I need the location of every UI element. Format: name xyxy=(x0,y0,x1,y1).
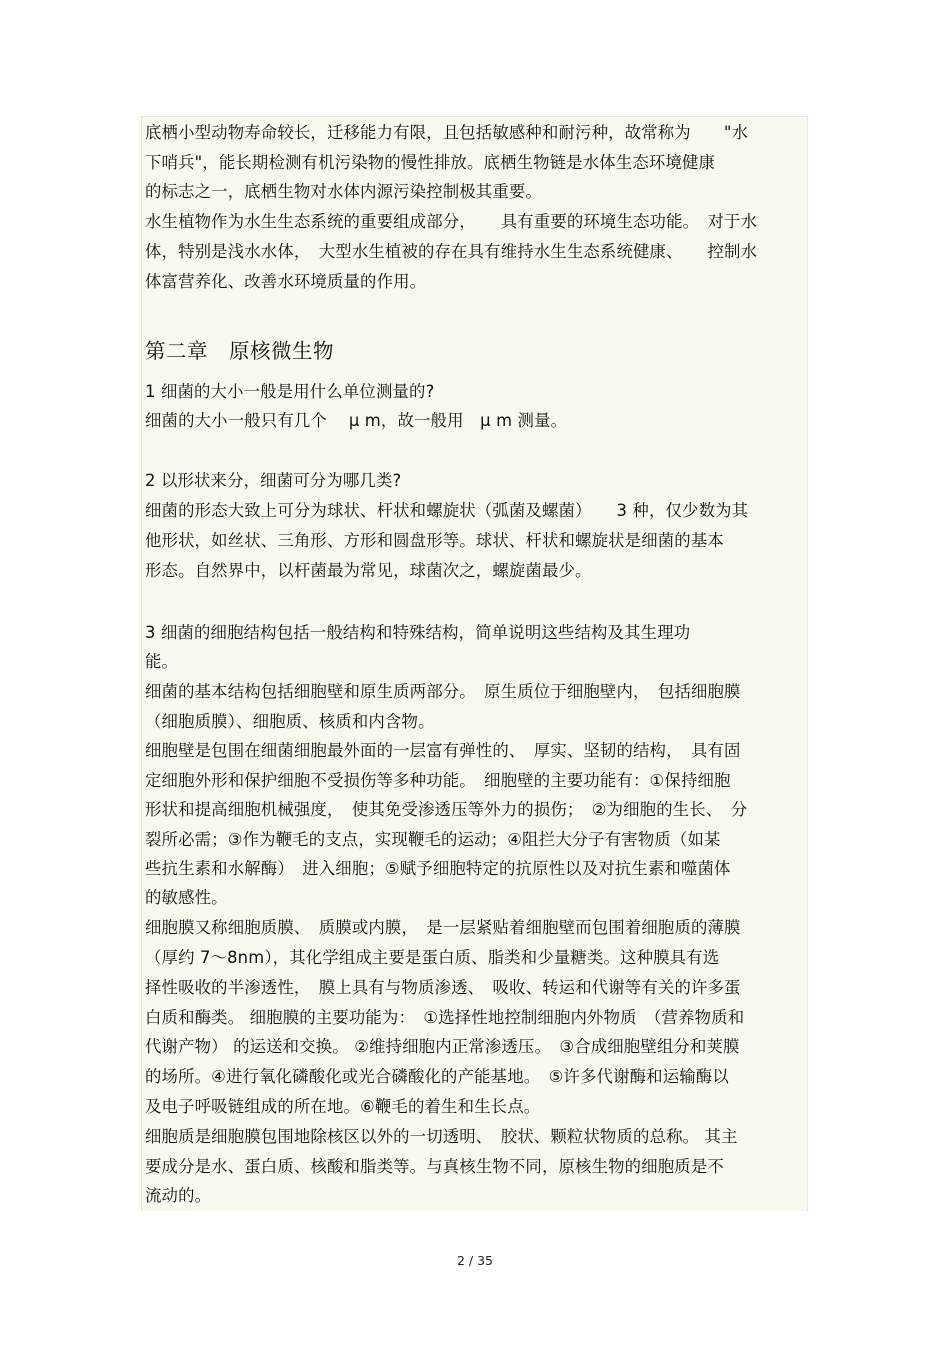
text-line: 下哨兵"，能长期检测有机污染物的慢性排放。底栖生物链是水体生态环境健康 xyxy=(145,153,716,172)
text-line: 定细胞外形和保护细胞不受损伤等多种功能。 细胞壁的主要功能有：①保持细胞 xyxy=(145,771,731,790)
text-line: 形态。自然界中，以杆菌最为常见，球菌次之，螺旋菌最少。 xyxy=(145,561,592,580)
text-line: 及电子呼吸链组成的所在地。⑥鞭毛的着生和生长点。 xyxy=(145,1097,541,1116)
text-line: 细胞膜又称细胞质膜、 质膜或内膜， 是一层紧贴着细胞壁而包围着细胞质的薄膜 xyxy=(145,918,741,937)
text-line: 细菌的形态大致上可分为球状、杆状和螺旋状（弧菌及螺菌） 3 种，仅少数为其 xyxy=(145,501,749,520)
text-line: （细胞质膜）、细胞质、核质和内含物。 xyxy=(145,712,435,731)
text-line: 流动的。 xyxy=(145,1186,212,1205)
text-line: 白质和酶类。 细胞膜的主要功能为： ①选择性地控制细胞内外物质 （营养物质和 xyxy=(145,1008,745,1027)
text-line: 的场所。④进行氧化磷酸化或光合磷酸化的产能基地。 ⑤许多代谢酶和运输酶以 xyxy=(145,1067,729,1086)
text-line: 些抗生素和水解酶） 进入细胞；⑤赋予细胞特定的抗原性以及对抗生素和噬菌体 xyxy=(145,859,731,878)
text-line: 体，特别是浅水水体， 大型水生植被的存在具有维持水生生态系统健康、 控制水 xyxy=(145,242,758,261)
text-line: 形状和提高细胞机械强度， 使其免受渗透压等外力的损伤； ②为细胞的生长、 分 xyxy=(145,800,748,819)
text-line: 底栖小型动物寿命较长，迁移能力有限，且包括敏感种和耐污种，故常称为 "水 xyxy=(145,123,749,142)
question-text: 3 细菌的细胞结构包括一般结构和特殊结构，简单说明这些结构及其生理功 xyxy=(145,623,691,642)
question-text: 2 以形状来分，细菌可分为哪几类? xyxy=(145,471,402,490)
text-line: 细菌的大小一般只有几个 μ m，故一般用 μ m 测量。 xyxy=(145,411,568,430)
text-line: 水生植物作为水生生态系统的重要组成部分， 具有重要的环境生态功能。 对于水 xyxy=(145,212,758,231)
text-line: 择性吸收的半渗透性， 膜上具有与物质渗透、 吸收、转运和代谢等有关的许多蛋 xyxy=(145,978,741,997)
page-number: 2 / 35 xyxy=(456,1253,494,1268)
text-line: 代谢产物） 的运送和交换。 ②维持细胞内正常渗透压。 ③合成细胞壁组分和荚膜 xyxy=(145,1037,740,1056)
text-line: 细胞壁是包围在细菌细胞最外面的一层富有弹性的、 厚实、坚韧的结构， 具有固 xyxy=(145,741,741,760)
question-text: 能。 xyxy=(145,652,179,671)
text-line: （厚约 7～8nm），其化学组成主要是蛋白质、脂类和少量糖类。这种膜具有选 xyxy=(145,948,720,967)
chapter-heading: 第二章 原核微生物 xyxy=(145,339,334,363)
text-line: 细胞质是细胞膜包围地除核区以外的一切透明、 胶状、颗粒状物质的总称。 其主 xyxy=(145,1127,738,1146)
text-line: 的敏感性。 xyxy=(145,888,228,907)
text-line: 体富营养化、改善水环境质量的作用。 xyxy=(145,272,427,291)
text-line: 的标志之一，底栖生物对水体内源污染控制极其重要。 xyxy=(145,182,542,201)
text-line: 要成分是水、蛋白质、核酸和脂类等。与真核生物不同，原核生物的细胞质是不 xyxy=(145,1157,724,1176)
text-line: 裂所必需；③作为鞭毛的支点，实现鞭毛的运动；④阻拦大分子有害物质（如某 xyxy=(145,830,721,849)
document-text-block xyxy=(141,116,808,1211)
question-text: 1 细菌的大小一般是用什么单位测量的? xyxy=(145,382,435,401)
text-line: 细菌的基本结构包括细胞壁和原生质两部分。 原生质位于细胞壁内， 包括细胞膜 xyxy=(145,682,741,701)
text-line: 他形状，如丝状、三角形、方形和圆盘形等。球状、杆状和螺旋状是细菌的基本 xyxy=(145,531,724,550)
